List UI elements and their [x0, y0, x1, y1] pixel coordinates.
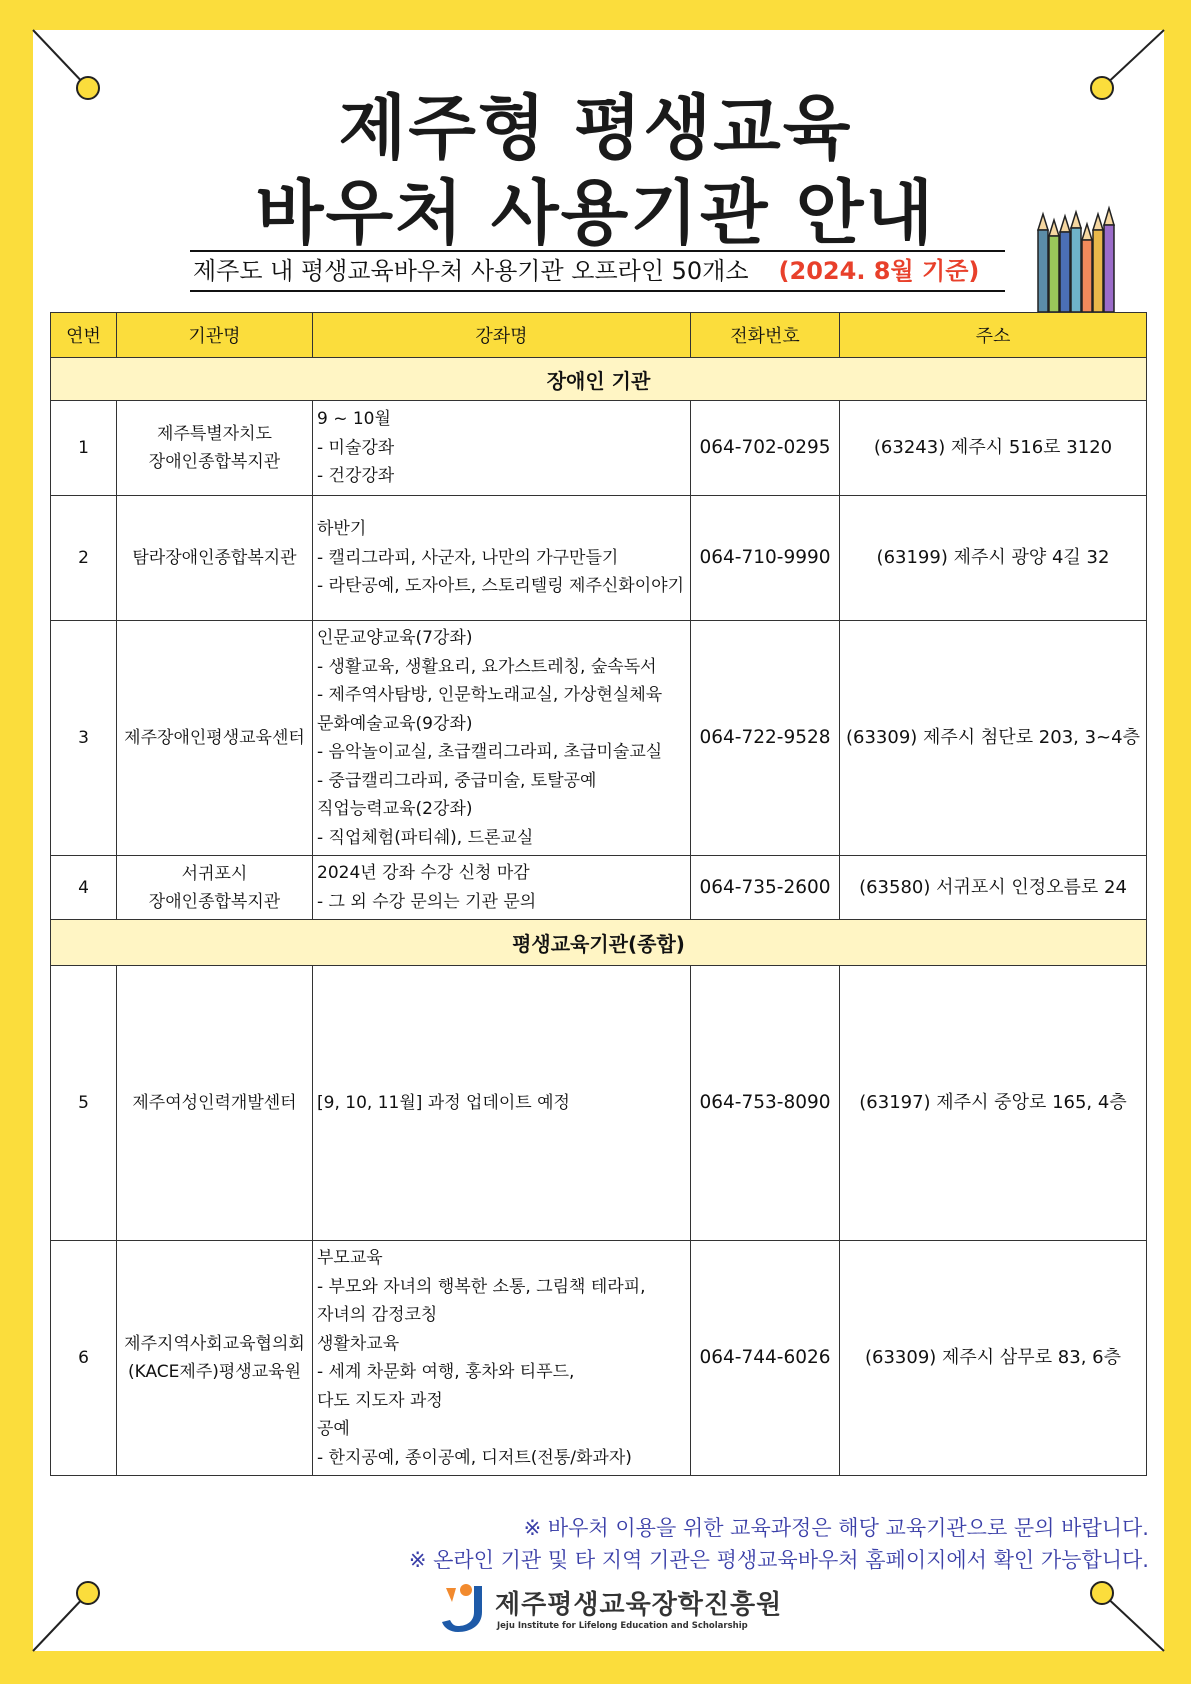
- title-line-1: 제주형 평생교육: [338, 87, 853, 169]
- course-line: - 생활교육, 생활요리, 요가스트레칭, 숲속독서: [317, 656, 657, 677]
- colored-pencils-illustration: [1033, 200, 1133, 312]
- pencil-icon: [1060, 216, 1070, 312]
- org-line: (KACE제주)평생교육원: [127, 1362, 301, 1382]
- row-no: 4: [51, 856, 117, 920]
- course-line: - 음악놀이교실, 초급캘리그라피, 초급미술교실: [317, 742, 663, 762]
- pencil-icon: [1071, 212, 1081, 312]
- row-address: (63309) 제주시 삼무로 83, 6층: [840, 1241, 1147, 1476]
- row-course: [313, 401, 691, 496]
- org-line: 제주지역사회교육협의회: [124, 1334, 305, 1354]
- row-org: [117, 966, 313, 1241]
- course-line: 생활차교육: [317, 1333, 400, 1354]
- row-address: (63580) 서귀포시 인정오름로 24: [840, 856, 1147, 920]
- row-no: 3: [51, 621, 117, 856]
- row-address: (63197) 제주시 중앙로 165, 4층: [840, 966, 1147, 1241]
- course-line: - 제주역사탐방, 인문학노래교실, 가상현실체육: [317, 685, 663, 705]
- institute-name-en: Jeju Institute for Lifelong Education and Scholarship: [497, 1621, 748, 1631]
- row-address: (63309) 제주시 첨단로 203, 3~4층: [840, 621, 1147, 856]
- org-line: 제주장애인평생교육센터: [124, 728, 305, 748]
- course-line: 다도 지도자 과정: [317, 1390, 443, 1411]
- course-line: 공예: [317, 1419, 350, 1439]
- course-line: 9 ~ 10월: [317, 409, 391, 430]
- course-line: 부모교육: [317, 1248, 383, 1268]
- row-phone: 064-753-8090: [691, 966, 840, 1241]
- row-phone: 064-744-6026: [691, 1241, 840, 1476]
- course-line: - 건강강좌: [317, 466, 395, 487]
- row-phone: 064-735-2600: [691, 856, 840, 920]
- table-row: [51, 401, 1147, 496]
- course-line: - 중급캘리그라피, 중급미술, 토탈공예: [317, 770, 597, 791]
- row-course: [313, 966, 691, 1241]
- header-course: 강좌명: [313, 313, 691, 358]
- voucher-institution-table: [50, 312, 1147, 1476]
- header-phone: 전화번호: [691, 313, 840, 358]
- pencil-icon: [1082, 224, 1092, 312]
- category-label: 평생교육기관(종합): [51, 920, 1147, 966]
- row-course: [313, 1241, 691, 1476]
- row-address: (63199) 제주시 광양 4길 32: [840, 496, 1147, 621]
- note-line: ※ 온라인 기관 및 타 지역 기관은 평생교육바우처 홈페이지에서 확인 가능합니다.: [408, 1548, 1149, 1572]
- row-no: 1: [51, 401, 117, 496]
- subtitle-text: 제주도 내 평생교육바우처 사용기관 오프라인 50개소: [193, 257, 749, 285]
- pencil-icon: [1038, 214, 1048, 312]
- table-header-row: [51, 313, 1147, 358]
- table-row: [51, 1241, 1147, 1476]
- table-row: [51, 621, 1147, 856]
- org-line: 장애인종합복지관: [148, 891, 281, 912]
- row-org: [117, 621, 313, 856]
- institute-name: 제주평생교육장학진흥원: [495, 1590, 783, 1620]
- row-course: [313, 496, 691, 621]
- note-line: ※ 바우처 이용을 위한 교육과정은 해당 교육기관으로 문의 바랍니다.: [523, 1516, 1149, 1540]
- pencil-icon: [1049, 220, 1059, 312]
- row-org: [117, 401, 313, 496]
- row-phone: 064-710-9990: [691, 496, 840, 621]
- course-line: 인문교양교육(7강좌): [317, 628, 473, 648]
- row-org: [117, 1241, 313, 1476]
- institute-logo-icon: [440, 1582, 488, 1634]
- org-line: 탐라장애인종합복지관: [132, 548, 297, 568]
- org-line: 제주여성인력개발센터: [132, 1093, 297, 1113]
- org-line: 장애인종합복지관: [148, 452, 281, 472]
- category-row: [51, 920, 1147, 966]
- header-no: 연번: [51, 313, 117, 358]
- header-address: 주소: [840, 313, 1147, 358]
- course-line: 2024년 강좌 수강 신청 마감: [317, 863, 530, 883]
- course-line: - 캘리그라피, 사군자, 나만의 가구만들기: [317, 547, 619, 568]
- title-line-2: 바우처 사용기관 안내: [255, 172, 936, 254]
- notes: [409, 1512, 1149, 1576]
- course-line: - 미술강좌: [317, 437, 395, 458]
- header-org: 기관명: [117, 313, 313, 358]
- course-line: 자녀의 감정코칭: [317, 1305, 438, 1325]
- pencil-icon: [1104, 208, 1114, 312]
- row-phone: 064-722-9528: [691, 621, 840, 856]
- row-course: [313, 621, 691, 856]
- subtitle-date: (2024. 8월 기준): [778, 257, 980, 285]
- row-phone: 064-702-0295: [691, 401, 840, 496]
- course-line: - 한지공예, 종이공예, 디저트(전통/화과자): [317, 1447, 632, 1468]
- course-line: [9, 10, 11월] 과정 업데이트 예정: [317, 1092, 570, 1113]
- category-label: 장애인 기관: [51, 358, 1147, 401]
- row-org: [117, 856, 313, 920]
- category-row: [51, 358, 1147, 401]
- table-row: [51, 496, 1147, 621]
- course-line: 하반기: [317, 519, 367, 540]
- row-no: 5: [51, 966, 117, 1241]
- table-row: [51, 856, 1147, 920]
- row-address: (63243) 제주시 516로 3120: [840, 401, 1147, 496]
- course-line: - 직업체험(파티쉐), 드론교실: [317, 827, 534, 848]
- course-line: - 라탄공예, 도자아트, 스토리텔링 제주신화이야기: [317, 576, 684, 597]
- org-line: 제주특별자치도: [157, 424, 272, 444]
- row-course: [313, 856, 691, 920]
- row-no: 2: [51, 496, 117, 621]
- subtitle-bar: [190, 250, 1005, 292]
- course-line: - 세계 차문화 여행, 홍차와 티푸드,: [317, 1362, 575, 1382]
- course-line: - 그 외 수강 문의는 기관 문의: [317, 891, 537, 912]
- table-row: [51, 966, 1147, 1241]
- course-line: 직업능력교육(2강좌): [317, 799, 473, 819]
- row-org: [117, 496, 313, 621]
- course-line: - 부모와 자녀의 행복한 소통, 그림책 테라피,: [317, 1276, 646, 1297]
- org-line: 서귀포시: [181, 863, 248, 884]
- course-line: 문화예술교육(9강좌): [317, 713, 473, 734]
- pencil-icon: [1093, 214, 1103, 312]
- row-no: 6: [51, 1241, 117, 1476]
